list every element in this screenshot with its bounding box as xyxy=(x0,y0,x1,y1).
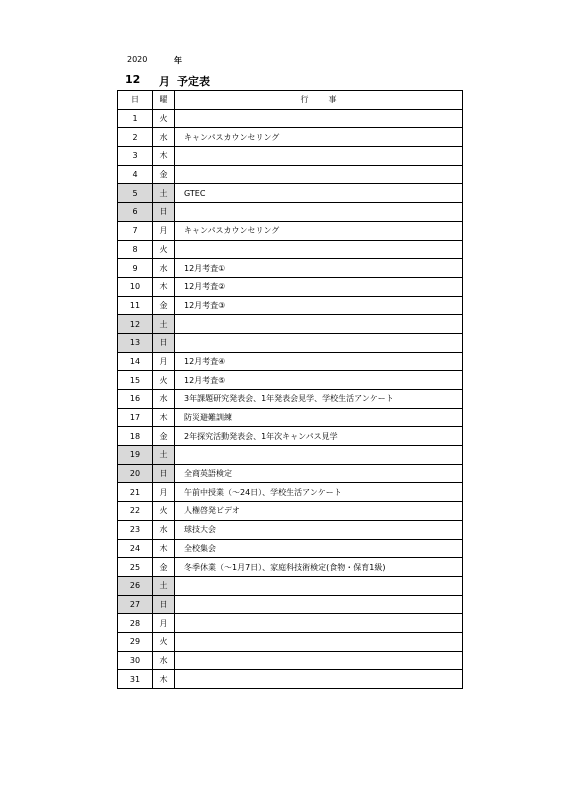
table-row xyxy=(118,109,463,128)
weekday-cell: 金 xyxy=(153,558,175,577)
weekday-cell: 水 xyxy=(153,390,175,409)
event-cell: 全商英語検定 xyxy=(175,464,463,483)
year-unit: 年 xyxy=(174,56,182,65)
weekday-cell: 火 xyxy=(153,632,175,651)
day-cell: 30 xyxy=(118,651,153,670)
table-row xyxy=(118,371,463,390)
day-cell: 16 xyxy=(118,390,153,409)
day-cell: 1 xyxy=(118,109,153,128)
event-cell xyxy=(175,632,463,651)
table-row xyxy=(118,277,463,296)
table-row xyxy=(118,483,463,502)
weekday-cell: 月 xyxy=(153,352,175,371)
weekday-cell: 金 xyxy=(153,296,175,315)
day-cell: 10 xyxy=(118,277,153,296)
table-row xyxy=(118,390,463,409)
table-row xyxy=(118,446,463,465)
event-cell xyxy=(175,109,463,128)
event-cell: 12月考査② xyxy=(175,277,463,296)
table-row xyxy=(118,352,463,371)
table-row xyxy=(118,632,463,651)
table-row xyxy=(118,408,463,427)
day-cell: 17 xyxy=(118,408,153,427)
page-title: 予定表 xyxy=(177,75,210,88)
event-cell: キャンパスカウンセリング xyxy=(175,221,463,240)
weekday-cell: 木 xyxy=(153,277,175,296)
event-cell xyxy=(175,576,463,595)
day-cell: 2 xyxy=(118,128,153,147)
event-cell: 12月考査① xyxy=(175,259,463,278)
event-cell xyxy=(175,614,463,633)
day-cell: 4 xyxy=(118,165,153,184)
event-cell: 全校集会 xyxy=(175,539,463,558)
table-row xyxy=(118,147,463,166)
month-unit: 月 xyxy=(159,75,170,88)
table-row xyxy=(118,315,463,334)
day-cell: 9 xyxy=(118,259,153,278)
weekday-cell: 月 xyxy=(153,614,175,633)
day-cell: 22 xyxy=(118,502,153,521)
weekday-cell: 水 xyxy=(153,128,175,147)
weekday-cell: 木 xyxy=(153,408,175,427)
event-cell xyxy=(175,651,463,670)
day-cell: 21 xyxy=(118,483,153,502)
weekday-cell: 日 xyxy=(153,203,175,222)
event-cell: 3年課題研究発表会、1年発表会見学、学校生活アンケート xyxy=(175,390,463,409)
event-cell: 防災避難訓練 xyxy=(175,408,463,427)
day-cell: 14 xyxy=(118,352,153,371)
event-cell xyxy=(175,240,463,259)
day-cell: 20 xyxy=(118,464,153,483)
day-cell: 28 xyxy=(118,614,153,633)
event-cell: 12月考査④ xyxy=(175,352,463,371)
weekday-cell: 火 xyxy=(153,502,175,521)
day-cell: 27 xyxy=(118,595,153,614)
weekday-cell: 土 xyxy=(153,315,175,334)
day-cell: 25 xyxy=(118,558,153,577)
day-cell: 19 xyxy=(118,446,153,465)
weekday-cell: 土 xyxy=(153,576,175,595)
weekday-cell: 水 xyxy=(153,259,175,278)
table-row xyxy=(118,614,463,633)
event-cell xyxy=(175,595,463,614)
table-row xyxy=(118,520,463,539)
event-cell xyxy=(175,203,463,222)
year: 2020 xyxy=(127,55,148,64)
event-cell xyxy=(175,446,463,465)
col-header-event-2: 事 xyxy=(328,95,337,105)
weekday-cell: 水 xyxy=(153,520,175,539)
table-row xyxy=(118,502,463,521)
weekday-cell: 火 xyxy=(153,109,175,128)
event-cell: 人権啓発ビデオ xyxy=(175,502,463,521)
day-cell: 18 xyxy=(118,427,153,446)
day-cell: 12 xyxy=(118,315,153,334)
day-cell: 7 xyxy=(118,221,153,240)
weekday-cell: 日 xyxy=(153,464,175,483)
table-row xyxy=(118,651,463,670)
col-header-event-1: 行 xyxy=(300,95,309,105)
table-row xyxy=(118,296,463,315)
day-cell: 11 xyxy=(118,296,153,315)
day-cell: 8 xyxy=(118,240,153,259)
table-row xyxy=(118,670,463,689)
event-cell xyxy=(175,670,463,689)
weekday-cell: 月 xyxy=(153,221,175,240)
table-row xyxy=(118,539,463,558)
table-row xyxy=(118,259,463,278)
table-row xyxy=(118,558,463,577)
event-cell xyxy=(175,147,463,166)
table-row xyxy=(118,464,463,483)
schedule-table xyxy=(117,90,463,689)
month: 12 xyxy=(125,73,141,86)
table-row xyxy=(118,184,463,203)
event-cell xyxy=(175,315,463,334)
table-row xyxy=(118,333,463,352)
weekday-cell: 水 xyxy=(153,651,175,670)
weekday-cell: 日 xyxy=(153,595,175,614)
day-cell: 5 xyxy=(118,184,153,203)
weekday-cell: 木 xyxy=(153,670,175,689)
weekday-cell: 日 xyxy=(153,333,175,352)
event-cell: 球技大会 xyxy=(175,520,463,539)
col-header-day: 日 xyxy=(118,91,153,110)
day-cell: 23 xyxy=(118,520,153,539)
day-cell: 24 xyxy=(118,539,153,558)
table-row xyxy=(118,203,463,222)
weekday-cell: 火 xyxy=(153,371,175,390)
event-cell: 2年探究活動発表会、1年次キャンパス見学 xyxy=(175,427,463,446)
day-cell: 15 xyxy=(118,371,153,390)
event-cell xyxy=(175,333,463,352)
col-header-event xyxy=(175,91,463,110)
day-cell: 26 xyxy=(118,576,153,595)
table-row xyxy=(118,427,463,446)
table-row xyxy=(118,595,463,614)
weekday-cell: 金 xyxy=(153,165,175,184)
day-cell: 29 xyxy=(118,632,153,651)
col-header-weekday: 曜 xyxy=(153,91,175,110)
table-row xyxy=(118,165,463,184)
table-row xyxy=(118,221,463,240)
event-cell: 冬季休業（～1月7日）、家庭科技術検定(食物・保育1級) xyxy=(175,558,463,577)
day-cell: 13 xyxy=(118,333,153,352)
event-cell: 12月考査⑤ xyxy=(175,371,463,390)
weekday-cell: 木 xyxy=(153,539,175,558)
weekday-cell: 火 xyxy=(153,240,175,259)
event-cell: 12月考査③ xyxy=(175,296,463,315)
weekday-cell: 金 xyxy=(153,427,175,446)
day-cell: 3 xyxy=(118,147,153,166)
day-cell: 31 xyxy=(118,670,153,689)
header-row xyxy=(118,91,463,110)
event-cell xyxy=(175,165,463,184)
table-row xyxy=(118,576,463,595)
event-cell: 午前中授業（～24日）、学校生活アンケート xyxy=(175,483,463,502)
event-cell: キャンパスカウンセリング xyxy=(175,128,463,147)
table-row xyxy=(118,128,463,147)
weekday-cell: 土 xyxy=(153,446,175,465)
day-cell: 6 xyxy=(118,203,153,222)
weekday-cell: 月 xyxy=(153,483,175,502)
table-row xyxy=(118,240,463,259)
weekday-cell: 木 xyxy=(153,147,175,166)
event-cell: GTEC xyxy=(175,184,463,203)
weekday-cell: 土 xyxy=(153,184,175,203)
